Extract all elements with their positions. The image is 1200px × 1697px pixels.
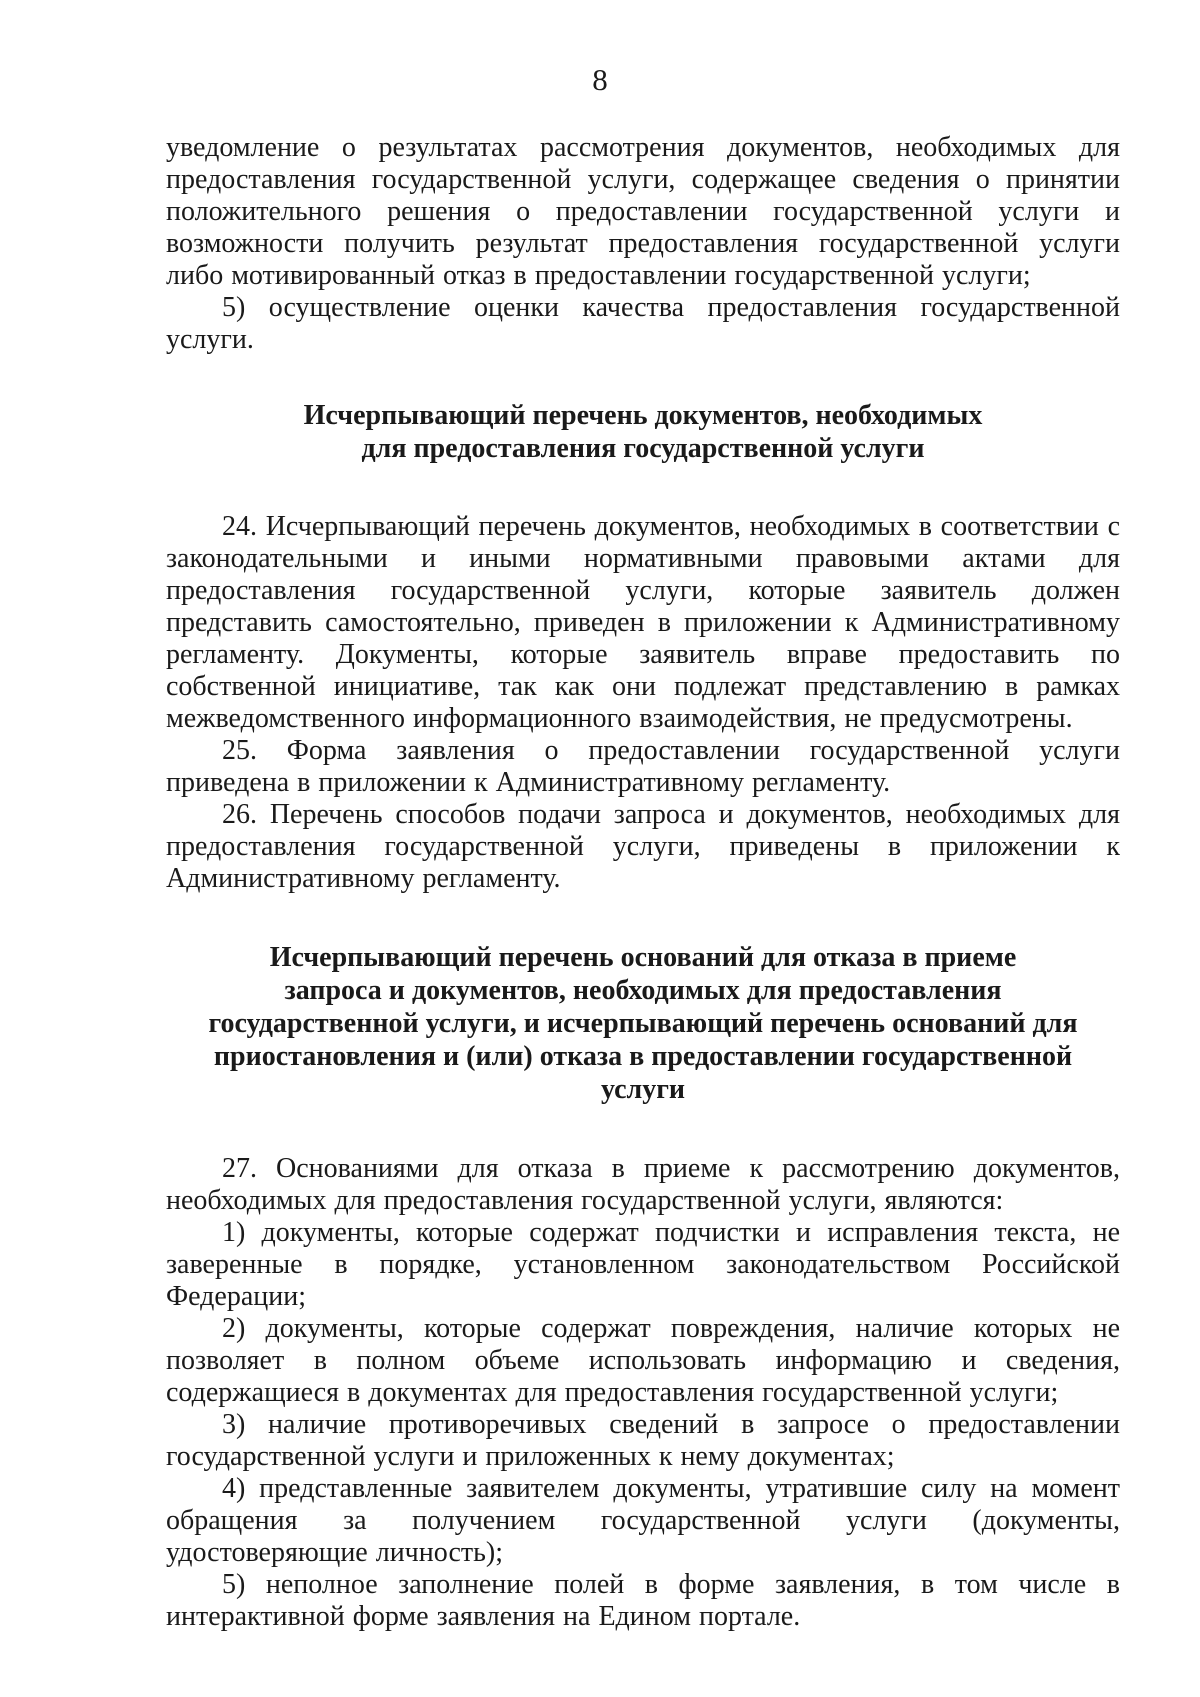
paragraph-27: 27. Основаниями для отказа в приеме к рассмотрению документов, необходимых для предоставления государственной услуги, являются: <box>166 1153 1120 1216</box>
paragraph-item-5: 5) осуществление оценки качества предоставления государственной услуги. <box>166 292 1120 355</box>
paragraph-27-2: 2) документы, которые содержат повреждения, наличие которых не позволяет в полном объеме использовать информацию и сведения, содержащиеся в документах для предоставления государственной услуги; <box>166 1313 1120 1408</box>
paragraph-24: 24. Исчерпывающий перечень документов, необходимых в соответствии с законодательными и иными нормативными правовыми актами для предоставления государственной услуги, которые заявитель должен представить самостоятельно, приведен в приложении к Административному регламенту. Документы, которые заявитель вправе предоставить по собственной инициативе, так как они подлежат представлению в рамках межведомственного информационного взаимодействия, не предусмотрены. <box>166 511 1120 734</box>
heading-line: приостановления и (или) отказа в предоставлении государственной <box>213 1041 1073 1072</box>
heading-line: запроса и документов, необходимых для предоставления <box>284 975 1002 1006</box>
page-number: 8 <box>592 62 608 97</box>
document-body <box>166 132 1120 1633</box>
paragraph-27-4: 4) представленные заявителем документы, утратившие силу на момент обращения за получением государственной услуги (документы, удостоверяющие личность); <box>166 1473 1120 1568</box>
paragraph-continuation: уведомление о результатах рассмотрения документов, необходимых для предоставления государственной услуги, содержащее сведения о принятии положительного решения о предоставлении государственной услуги и возможности получить результат предоставления государственной услуги либо мотивированный отказ в предоставлении государственной услуги; <box>166 132 1120 291</box>
heading-line: услуги <box>600 1074 686 1105</box>
paragraph-25: 25. Форма заявления о предоставлении государственной услуги приведена в приложении к Административному регламенту. <box>166 735 1120 798</box>
paragraph-27-1: 1) документы, которые содержат подчистки и исправления текста, не заверенные в порядке, установленном законодательством Российской Федерации; <box>166 1217 1120 1312</box>
paragraph-26: 26. Перечень способов подачи запроса и документов, необходимых для предоставления государственной услуги, приведены в приложении к Административному регламенту. <box>166 799 1120 894</box>
heading-line: для предоставления государственной услуги <box>361 433 925 464</box>
paragraph-27-3: 3) наличие противоречивых сведений в запросе о предоставлении государственной услуги и приложенных к нему документах; <box>166 1409 1120 1472</box>
heading-line: Исчерпывающий перечень оснований для отказа в приеме <box>269 942 1017 973</box>
paragraph-27-5: 5) неполное заполнение полей в форме заявления, в том числе в интерактивной форме заявления на Едином портале. <box>166 1569 1120 1632</box>
section-heading-refusal <box>166 941 1120 1106</box>
heading-line: Исчерпывающий перечень документов, необходимых <box>303 400 983 431</box>
heading-line: государственной услуги, и исчерпывающий перечень оснований для <box>208 1008 1078 1039</box>
section-heading-documents <box>166 399 1120 465</box>
section-documents <box>166 511 1120 895</box>
section-intro <box>166 132 1120 356</box>
section-refusal-grounds <box>166 1153 1120 1633</box>
